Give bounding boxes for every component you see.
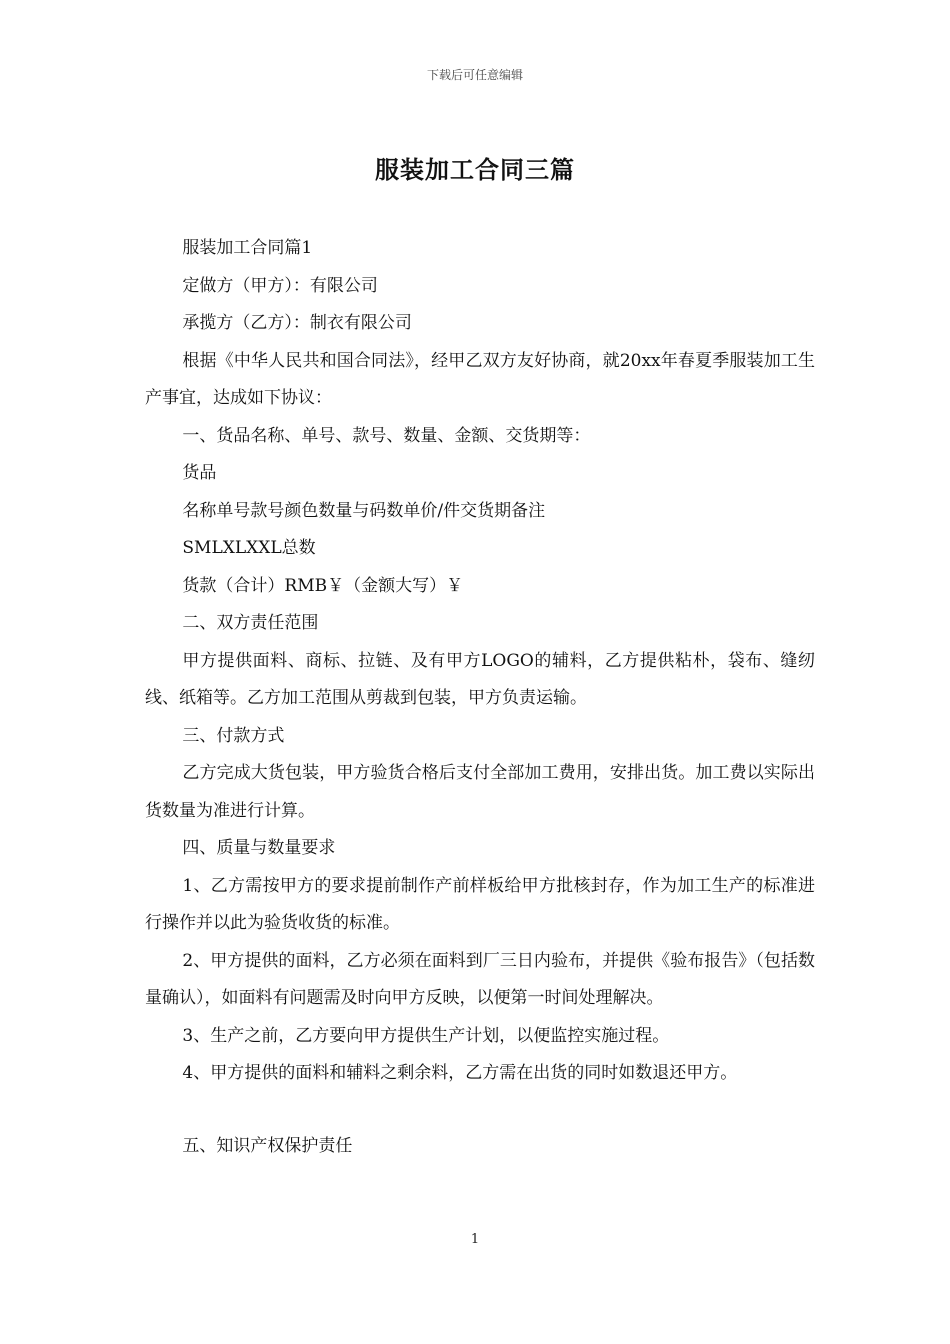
paragraph-quality-4: 4、甲方提供的面料和辅料之剩余料，乙方需在出货的同时如数退还甲方。: [182, 1063, 738, 1083]
paragraph-quality-2: 2、甲方提供的面料，乙方必须在面料到厂三日内验布，并提供《验布报告》（包括数量确认），如面料有问题需及时向甲方反映，以便第一时间处理解决。: [145, 950, 815, 1008]
paragraph-goods: 货品: [182, 463, 217, 483]
paragraph-clause-1: 一、货品名称、单号、款号、数量、金额、交货期等：: [182, 425, 591, 446]
paragraph-payment-method: 乙方完成大货包装，甲方验货合格后支付全部加工费用，安排出货。加工费以实际出货数量为准进行计算。: [145, 763, 815, 821]
paragraph-section-title: 服装加工合同篇1: [182, 238, 313, 258]
paragraph-sizes: SMLXLXXL总数: [182, 538, 316, 558]
paragraph-quality-3: 3、生产之前，乙方要向甲方提供生产计划，以便监控实施过程。: [182, 1025, 670, 1046]
paragraph-goods-columns: 名称单号款号颜色数量与码数单价/件交货期备注: [182, 500, 546, 521]
paragraph-clause-3: 三、付款方式: [182, 725, 285, 746]
paragraph-clause-4: 四、质量与数量要求: [182, 838, 336, 858]
document-body: [145, 230, 815, 1165]
document-title: 服装加工合同三篇: [375, 155, 575, 184]
paragraph-party-b: 承揽方（乙方）：制衣有限公司: [182, 313, 412, 333]
paragraph-preamble: 根据《中华人民共和国合同法》，经甲乙双方友好协商，就20xx年春夏季服装加工生产事宜，达成如下协议：: [145, 350, 815, 408]
paragraph-party-a: 定做方（甲方）：有限公司: [182, 275, 378, 296]
page-number: 1: [470, 1232, 480, 1247]
header-note: 下载后可任意编辑: [426, 68, 523, 82]
paragraph-responsibilities: 甲方提供面料、商标、拉链、及有甲方LOGO的辅料，乙方提供粘朴，袋布、缝纫线、纸箱等。乙方加工范围从剪裁到包装，甲方负责运输。: [145, 650, 815, 708]
paragraph-clause-2: 二、双方责任范围: [182, 613, 319, 633]
paragraph-payment-total: 货款（合计）RMB￥（金额大写）￥: [182, 575, 464, 596]
paragraph-quality-1: 1、乙方需按甲方的要求提前制作产前样板给甲方批核封存，作为加工生产的标准进行操作并以此为验货收货的标准。: [145, 875, 815, 933]
paragraph-clause-5: 五、知识产权保护责任: [182, 1135, 353, 1156]
